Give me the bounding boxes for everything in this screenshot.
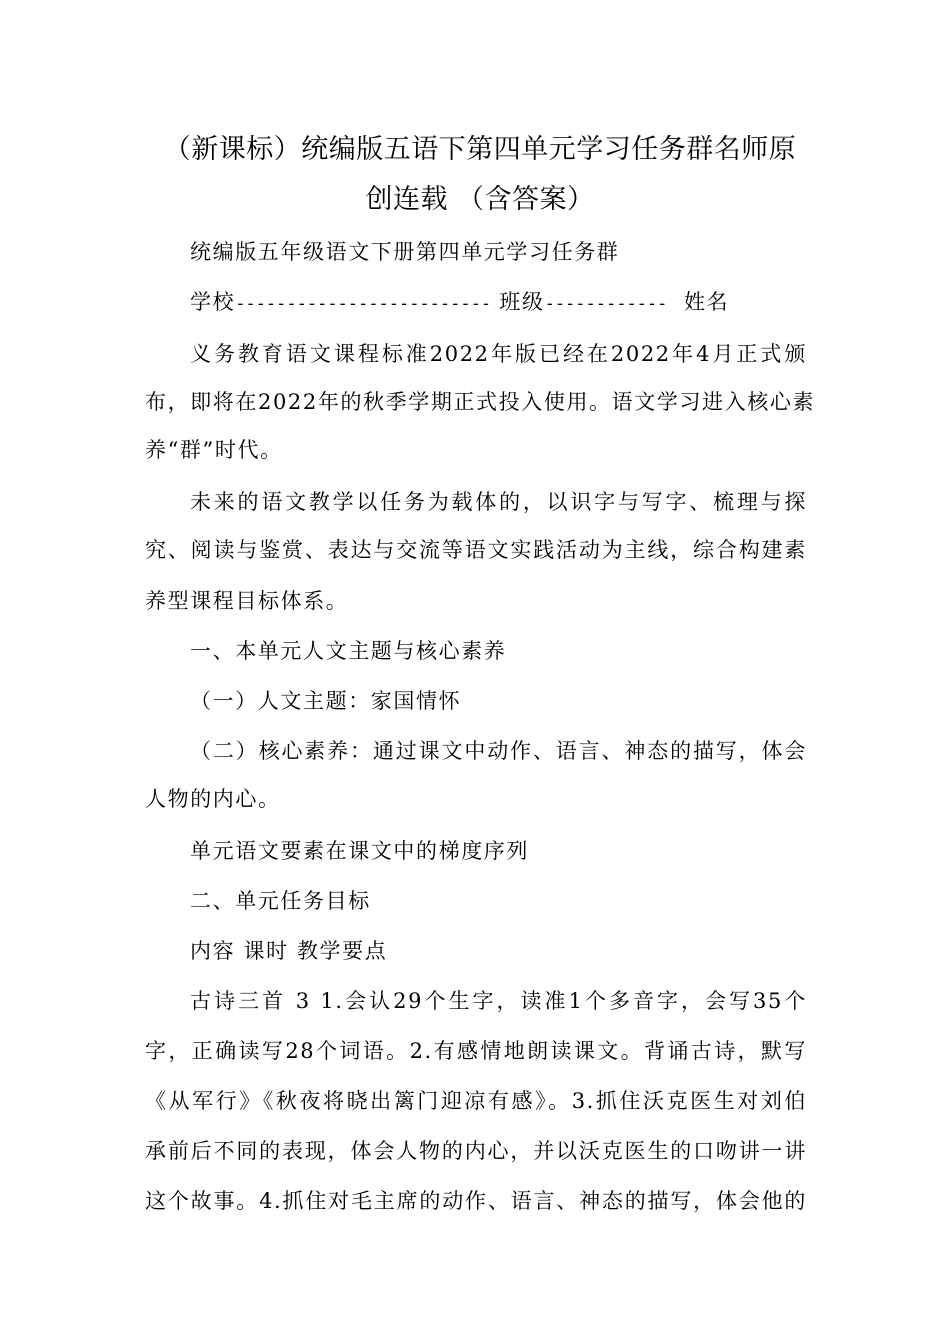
- class-blank: ------------: [544, 294, 668, 314]
- subsection-core-literacy-line-2: 人物的内心。: [145, 787, 281, 811]
- paragraph-3-line-1: 古诗三首 3 1.会认29个生字，读准1个多音字，会写35个: [190, 989, 807, 1013]
- class-label: 班级: [499, 290, 545, 314]
- document-title-line-1: （新课标）统编版五语下第四单元学习任务群名师原: [163, 134, 797, 165]
- paragraph-2-line-2: 究、阅读与鉴赏、表达与交流等语文实践活动为主线，综合构建素: [145, 538, 807, 562]
- section-heading-2: 二、单元任务目标: [190, 889, 371, 913]
- paragraph-3-line-2: 字，正确读写28个词语。2.有感情地朗读课文。背诵古诗，默写: [145, 1039, 807, 1063]
- paragraph-2-line-1: 未来的语文教学以任务为载体的，以识字与写字、梳理与探: [190, 490, 807, 514]
- info-line: [190, 286, 807, 316]
- school-label: 学校: [190, 290, 236, 314]
- paragraph-3-line-5: 这个故事。4.抓住对毛主席的动作、语言、神态的描写，体会他的: [145, 1189, 807, 1213]
- paragraph-2-line-3: 养型课程目标体系。: [145, 589, 349, 613]
- gradient-sequence-note: 单元语文要素在课文中的梯度序列: [190, 839, 529, 863]
- paragraph-1-line-3: 养“群”时代。: [145, 438, 283, 462]
- document-title-line-2: 创连载 （含答案）: [365, 184, 595, 215]
- section-heading-1: 一、本单元人文主题与核心素养: [190, 639, 507, 663]
- paragraph-3-line-4: 承前后不同的表现，体会人物的内心，并以沃克医生的口吻讲一讲: [145, 1139, 807, 1163]
- subsection-core-literacy-line-1: （二）核心素养：通过课文中动作、语言、神态的描写，体会: [190, 739, 807, 763]
- paragraph-1-line-1: 义务教育语文课程标准2022年版已经在2022年4月正式颁: [190, 342, 807, 366]
- subsection-humanistic-theme: （一）人文主题：家国情怀: [190, 689, 462, 713]
- subtitle: 统编版五年级语文下册第四单元学习任务群: [190, 240, 620, 264]
- table-header-row: 内容 课时 教学要点: [190, 939, 388, 963]
- paragraph-1-line-2: 布，即将在2022年的秋季学期正式投入使用。语文学习进入核心素: [145, 390, 816, 414]
- name-label: 姓名: [683, 290, 730, 314]
- school-blank: -------------------------: [235, 294, 492, 314]
- paragraph-3-line-3: 《从军行》《秋夜将晓出篱门迎凉有感》。3.抓住沃克医生对刘伯: [145, 1089, 807, 1113]
